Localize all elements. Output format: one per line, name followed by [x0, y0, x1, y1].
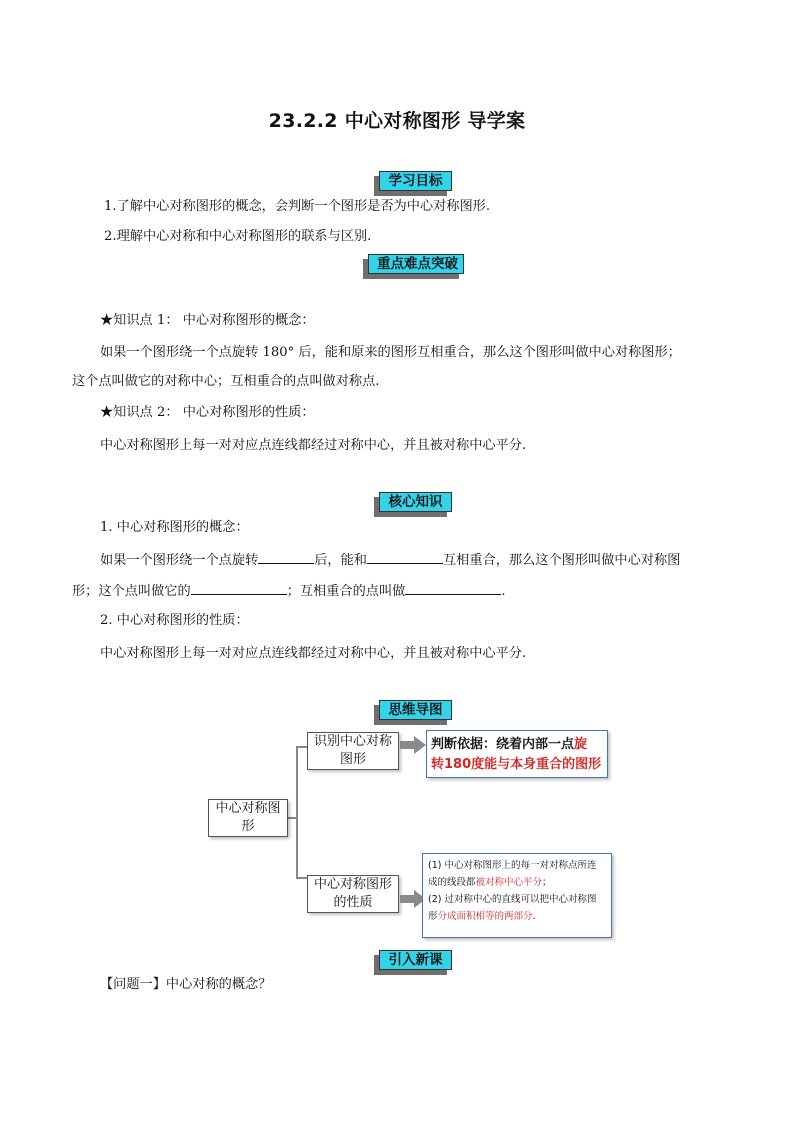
leaf-properties-line4-black: 形 [428, 911, 438, 922]
section-keypoints-label: 重点难点突破 [368, 254, 464, 274]
core-2-heading: 2. 中心对称图形的性质： [100, 613, 249, 628]
mindmap-leaf-criterion [426, 730, 608, 778]
fill-blank-original-figure[interactable] [367, 550, 443, 564]
knowledge-point-1-heading: ★知识点 1： 中心对称图形的概念： [100, 313, 315, 328]
section-core-label: 核心知识 [379, 492, 452, 512]
connector-branch-1 [296, 746, 307, 748]
leaf-criterion-red-2: 转180度能与本身重合的图形 [431, 757, 602, 772]
leaf-criterion-red-1: 旋 [574, 737, 588, 752]
knowledge-point-2-body: 中心对称图形上每一对对应点连线都经过对称中心，并且被对称中心平分. [100, 438, 527, 453]
branch-properties-line1: 中心对称图形 [313, 877, 392, 892]
mindmap-root [208, 799, 288, 837]
objective-item-2: 2.理解中心对称和中心对称图形的联系与区别. [104, 229, 372, 244]
leaf-properties-line2 [428, 874, 606, 891]
knowledge-point-2-heading: ★知识点 2： 中心对称图形的性质： [100, 405, 315, 420]
mindmap-leaf-properties [422, 853, 612, 938]
leaf-properties-line4-end: . [532, 911, 536, 922]
core-1-line1-part-a: 如果一个图形绕一个点旋转 [100, 553, 259, 568]
core-1-line1-part-c: 互相重合，那么这个图形叫做中心对称图 [443, 553, 681, 568]
leaf-properties-line3: (2) 过对称中心的直线可以把中心对称图 [428, 894, 597, 905]
fill-blank-center[interactable] [191, 581, 287, 595]
core-1-line2-part-b: ；互相重合的点叫做 [286, 584, 406, 599]
knowledge-point-1-body-line2: 这个点叫做它的对称中心；互相重合的点叫做对称点. [72, 374, 380, 389]
arrow-right-icon [400, 736, 426, 754]
knowledge-point-1-body-line1: 如果一个图形绕一个点旋转 180° 后，能和原来的图形互相重合，那么这个图形叫做中心对称图形； [100, 345, 681, 360]
section-new-lesson-label: 引入新课 [379, 950, 452, 970]
core-1-line2-part-a: 形；这个点叫做它的 [72, 584, 191, 599]
leaf-criterion-black: 判断依据：绕着内部一点 [431, 737, 575, 752]
core-1-line1 [100, 550, 680, 570]
core-1-line2 [72, 581, 506, 601]
leaf-properties-line4-red: 分成面积相等的两部分 [437, 911, 533, 922]
section-mindmap-label: 思维导图 [379, 700, 452, 720]
connector-branch-2 [296, 877, 307, 879]
branch-identify-line2: 图形 [339, 752, 366, 767]
mindmap-branch-properties [307, 875, 399, 913]
fill-blank-symmetric-points[interactable] [405, 581, 501, 595]
core-1-line1-part-b: 后，能和 [314, 553, 367, 568]
leaf-properties-line2-black: 成的线段都 [428, 877, 476, 888]
core-2-body: 中心对称图形上每一对对应点连线都经过对称中心，并且被对称中心平分. [100, 646, 527, 661]
connector-vertical [296, 746, 298, 878]
leaf-properties-line1: (1) 中心对称图形上的每一对对称点所连 [428, 860, 597, 871]
leaf-criterion-line1 [431, 735, 603, 755]
fill-blank-angle[interactable] [258, 550, 314, 564]
page-title: 23.2.2 中心对称图形 导学案 [268, 110, 526, 132]
objective-item-1: 1.了解中心对称图形的概念，会判断一个图形是否为中心对称图形. [104, 199, 491, 214]
core-1-heading: 1. 中心对称图形的概念： [100, 520, 249, 535]
mindmap-root-line2: 形 [241, 819, 255, 834]
branch-identify-line1: 识别中心对称 [313, 734, 392, 749]
section-objectives-label: 学习目标 [379, 171, 452, 191]
mindmap-branch-identify [307, 732, 399, 770]
leaf-properties-line2-end: ； [542, 877, 552, 888]
core-1-line2-part-c: . [501, 584, 506, 599]
leaf-properties-line4 [428, 908, 606, 925]
question-1: 【问题一】中心对称的概念？ [100, 977, 272, 992]
mindmap-root-line1: 中心对称图 [215, 801, 281, 816]
leaf-properties-line2-red: 被对称中心平分 [475, 877, 543, 888]
branch-properties-line2: 的性质 [333, 895, 373, 910]
